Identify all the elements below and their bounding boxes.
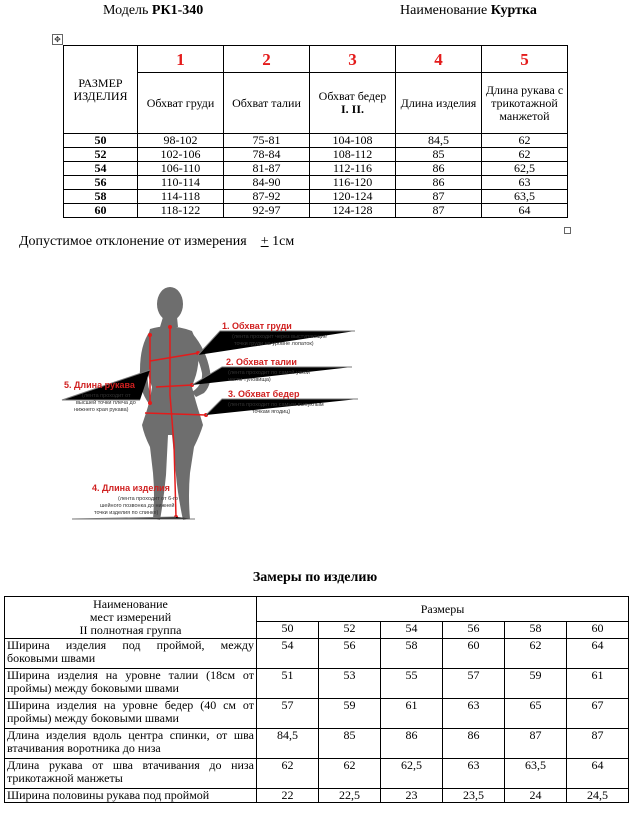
- size-row: [64, 162, 568, 176]
- meas-row: [5, 759, 629, 789]
- size-value-cell: 84,5: [396, 134, 482, 148]
- label-length-note: (лента проходит от 6-го: [118, 496, 178, 502]
- size-table-header-row: [64, 73, 568, 134]
- meas-sizes-header: Размеры: [257, 597, 629, 622]
- meas-row-label: Длина рукава от шва втачивания до низа трикотажной манжеты: [5, 759, 257, 789]
- meas-value-cell: 55: [381, 669, 443, 699]
- meas-size-header-cell: 60: [567, 622, 629, 639]
- meas-value-cell: 65: [505, 699, 567, 729]
- meas-size-header-cell: 54: [381, 622, 443, 639]
- meas-value-cell: 24: [505, 789, 567, 803]
- meas-value-cell: 67: [567, 699, 629, 729]
- meas-value-cell: 62: [257, 759, 319, 789]
- size-value-cell: 124-128: [310, 204, 396, 218]
- size-value-cell: 104-108: [310, 134, 396, 148]
- meas-value-cell: 63,5: [505, 759, 567, 789]
- size-value-cell: 102-106: [138, 148, 224, 162]
- label-chest-note: (лента проходит через выступающие: [232, 334, 327, 340]
- meas-value-cell: 54: [257, 639, 319, 669]
- meas-value-cell: 57: [257, 699, 319, 729]
- size-value-cell: 110-114: [138, 176, 224, 190]
- tolerance-note: [19, 234, 294, 250]
- model-code: РК1-340: [151, 3, 204, 18]
- model-prefix: Модель: [103, 3, 149, 18]
- size-row: [64, 148, 568, 162]
- size-value-cell: 87: [396, 204, 482, 218]
- label-waist-title: 2. Обхват талии: [226, 357, 297, 367]
- measurement-diagram: [0, 275, 630, 535]
- label-length-note: шейного позвонка до нижней: [100, 503, 175, 509]
- label-sleeve-note: высшей точки плеча до: [76, 400, 136, 406]
- meas-size-header-cell: 58: [505, 622, 567, 639]
- meas-value-cell: 51: [257, 669, 319, 699]
- size-value-cell: 120-124: [310, 190, 396, 204]
- meas-row-label: Ширина изделия на уровне бедер (40 см от проймы) между боковыми швами: [5, 699, 257, 729]
- meas-value-cell: 87: [567, 729, 629, 759]
- label-waist-note: (лента проходит по самой узкой: [228, 370, 310, 376]
- size-value-cell: 112-116: [310, 162, 396, 176]
- size-cell: 50: [64, 134, 138, 148]
- size-value-cell: 63,5: [482, 190, 568, 204]
- col-header-sub: I. II.: [340, 102, 364, 116]
- meas-size-header-cell: 50: [257, 622, 319, 639]
- meas-row: [5, 699, 629, 729]
- size-row: [64, 176, 568, 190]
- label-chest-title: 1. Обхват груди: [222, 321, 292, 331]
- table-resize-handle[interactable]: [564, 227, 571, 234]
- col-header: Обхват груди: [138, 73, 224, 134]
- meas-value-cell: 22,5: [319, 789, 381, 803]
- meas-value-cell: 85: [319, 729, 381, 759]
- size-value-cell: 85: [396, 148, 482, 162]
- meas-value-cell: 62: [505, 639, 567, 669]
- meas-value-cell: 87: [505, 729, 567, 759]
- meas-value-cell: 22: [257, 789, 319, 803]
- meas-row: [5, 729, 629, 759]
- col-header: [310, 73, 396, 134]
- size-row: [64, 204, 568, 218]
- size-row: [64, 134, 568, 148]
- size-value-cell: 106-110: [138, 162, 224, 176]
- meas-value-cell: 63: [443, 699, 505, 729]
- product-name: Куртка: [490, 3, 537, 18]
- meas-value-cell: 57: [443, 669, 505, 699]
- meas-value-cell: 63: [443, 759, 505, 789]
- size-value-cell: 84-90: [224, 176, 310, 190]
- meas-name-header: [5, 597, 257, 639]
- meas-value-cell: 86: [381, 729, 443, 759]
- label-waist-note: части туловища): [228, 377, 271, 383]
- size-value-cell: 62: [482, 134, 568, 148]
- meas-value-cell: 59: [319, 699, 381, 729]
- label-length-title: 4. Длина изделия: [92, 483, 170, 493]
- col-header: Длина рукава с трикотажной манжетой: [482, 73, 568, 134]
- size-value-cell: 86: [396, 162, 482, 176]
- col-number: 3: [310, 46, 396, 73]
- size-value-cell: 118-122: [138, 204, 224, 218]
- size-value-cell: 75-81: [224, 134, 310, 148]
- meas-value-cell: 86: [443, 729, 505, 759]
- measurements-table: [4, 596, 629, 803]
- meas-row: [5, 639, 629, 669]
- label-chest-note: точки груди на уровне лопаток): [234, 341, 314, 347]
- meas-row: [5, 669, 629, 699]
- size-value-cell: 63: [482, 176, 568, 190]
- meas-value-cell: 61: [381, 699, 443, 729]
- size-row: [64, 190, 568, 204]
- col-header: Длина изделия: [396, 73, 482, 134]
- size-cell: 58: [64, 190, 138, 204]
- plus-minus-sign: +: [260, 234, 269, 249]
- meas-name-header-line: мест измерений: [89, 610, 172, 624]
- meas-value-cell: 84,5: [257, 729, 319, 759]
- meas-value-cell: 62,5: [381, 759, 443, 789]
- meas-size-header-cell: 56: [443, 622, 505, 639]
- meas-value-cell: 64: [567, 759, 629, 789]
- col-number: 1: [138, 46, 224, 73]
- meas-row-label: Ширина изделия под проймой, между боковыми швами: [5, 639, 257, 669]
- col-number: 5: [482, 46, 568, 73]
- meas-header-row: [5, 597, 629, 622]
- meas-value-cell: 64: [567, 639, 629, 669]
- size-value-cell: 114-118: [138, 190, 224, 204]
- size-value-cell: 108-112: [310, 148, 396, 162]
- size-cell: 56: [64, 176, 138, 190]
- size-value-cell: 78-84: [224, 148, 310, 162]
- label-hips-note: точкам ягодиц): [252, 409, 291, 415]
- size-header: РАЗМЕР ИЗДЕЛИЯ: [64, 46, 138, 134]
- meas-value-cell: 59: [505, 669, 567, 699]
- meas-value-cell: 24,5: [567, 789, 629, 803]
- meas-row: [5, 789, 629, 803]
- model-line: [103, 3, 203, 19]
- size-cell: 54: [64, 162, 138, 176]
- meas-table-title: Замеры по изделию: [252, 570, 378, 585]
- meas-value-cell: 61: [567, 669, 629, 699]
- table-move-handle-icon[interactable]: ✥: [52, 34, 63, 45]
- size-value-cell: 116-120: [310, 176, 396, 190]
- meas-row-label: Ширина половины рукава под проймой: [5, 789, 257, 803]
- tolerance-value: 1см: [268, 234, 295, 249]
- meas-value-cell: 58: [381, 639, 443, 669]
- label-sleeve-note: (лента проходит от: [82, 393, 131, 399]
- size-value-cell: 92-97: [224, 204, 310, 218]
- label-hips-note: (лента проходит по самым выпуклым: [228, 402, 324, 408]
- col-header-text: Обхват бедер: [318, 89, 387, 103]
- size-value-cell: 87: [396, 190, 482, 204]
- size-cell: 52: [64, 148, 138, 162]
- meas-value-cell: 60: [443, 639, 505, 669]
- size-table: [63, 45, 568, 218]
- size-table-number-row: [64, 46, 568, 73]
- size-value-cell: 81-87: [224, 162, 310, 176]
- meas-name-header-line: II полнотная группа: [79, 623, 182, 637]
- label-length-note: точки изделия по спинке): [94, 510, 159, 516]
- meas-value-cell: 23,5: [443, 789, 505, 803]
- col-number: 2: [224, 46, 310, 73]
- label-sleeve-title: 5. Длина рукава: [64, 380, 135, 390]
- name-prefix: Наименование: [400, 3, 488, 18]
- col-header: Обхват талии: [224, 73, 310, 134]
- label-hips-title: 3. Обхват бедер: [228, 389, 300, 399]
- size-cell: 60: [64, 204, 138, 218]
- meas-row-label: Длина изделия вдоль центра спинки, от шва втачивания воротника до низа: [5, 729, 257, 759]
- meas-value-cell: 56: [319, 639, 381, 669]
- tolerance-text: Допустимое отклонение от измерения: [19, 234, 247, 249]
- meas-value-cell: 62: [319, 759, 381, 789]
- meas-row-label: Ширина изделия на уровне талии (18см от проймы) между боковыми швами: [5, 669, 257, 699]
- size-value-cell: 62,5: [482, 162, 568, 176]
- meas-size-header-cell: 52: [319, 622, 381, 639]
- size-value-cell: 98-102: [138, 134, 224, 148]
- meas-value-cell: 23: [381, 789, 443, 803]
- size-value-cell: 62: [482, 148, 568, 162]
- meas-name-header-line: Наименование: [93, 597, 168, 611]
- product-name-line: [400, 3, 537, 19]
- size-value-cell: 64: [482, 204, 568, 218]
- col-number: 4: [396, 46, 482, 73]
- meas-value-cell: 53: [319, 669, 381, 699]
- size-value-cell: 86: [396, 176, 482, 190]
- label-sleeve-note: нижнего края рукава): [74, 407, 129, 413]
- size-value-cell: 87-92: [224, 190, 310, 204]
